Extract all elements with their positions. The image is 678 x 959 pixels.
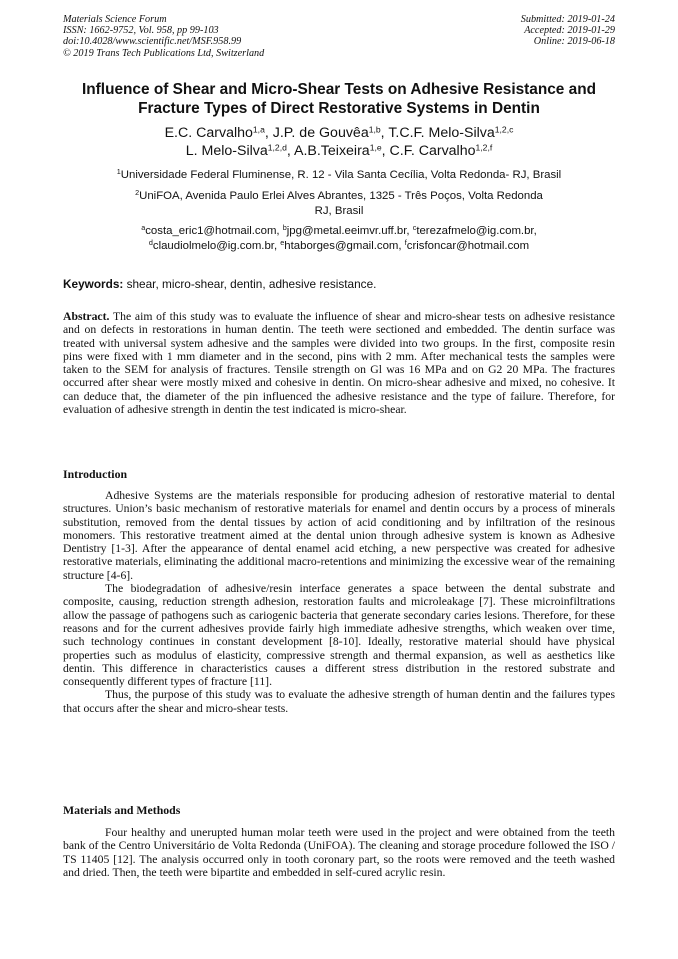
affiliation-1 bbox=[60, 168, 618, 183]
author: E.C. Carvalho bbox=[164, 125, 253, 141]
paragraph: The biodegradation of adhesive/resin interface generates a space between the dental substrate and composite, causing, reduction strength adhesion, restoration faults and microleakage [7]. These microinfiltrations allow the passage of pathogens such as cariogenic bacteria that generate secondary caries lesions. Therefore, for these reasons and for the current adhesives provide fairly high immediate adhesive strengths, which weaken over time, such technology continues in constant development [8-10]. Ideally, restorative material should have physical properties such as modulus of elasticity, compressive strength and thermal expansion, as well as aesthetics like dentin. This difference in characteristics causes a different stress distribution in the restored substrate and consequently different types of fracture [11]. bbox=[63, 582, 615, 689]
email-address[interactable]: crisfoncar@hotmail.com bbox=[406, 240, 530, 253]
author: L. Melo-Silva bbox=[185, 143, 268, 159]
affiliation-text: RJ, Brasil bbox=[314, 204, 364, 217]
methods-body bbox=[63, 826, 615, 879]
author-sep: , bbox=[380, 125, 389, 141]
email-address[interactable]: jpg@metal.eeimvr.uff.br, bbox=[286, 225, 413, 238]
email-sup: d bbox=[148, 238, 153, 248]
abstract-label: Abstract. bbox=[63, 310, 110, 323]
email-address[interactable]: terezafmelo@ig.com.br, bbox=[416, 225, 537, 238]
author: T.C.F. Melo-Silva bbox=[388, 125, 495, 141]
author-affil-sup: 1,2,f bbox=[475, 142, 493, 153]
journal-name: Materials Science Forum bbox=[63, 14, 167, 25]
email-sup: f bbox=[404, 238, 407, 248]
header-left bbox=[63, 14, 264, 59]
paragraph: Adhesive Systems are the materials responsible for producing adhesion of restorative material to dental structures. Union’s basic mechanism of restorative materials for enamel and dentin occurs by a process of minerals substitution, removed from the dental tissues by action of acid conditioning and by infiltration of the resinous monomers. This restorative treatment aimed at the dental union through adhesive system is known as Adhesive Dentistry [1-3]. After the appearance of dental enamel acid etching, a new perspective was created for adhesive restorative materials, eliminating the additional macro-retentions and minimizing the excessive wear of the remaining structure [4-6]. bbox=[63, 489, 615, 582]
author-list bbox=[40, 124, 638, 160]
author-line-2 bbox=[40, 142, 638, 160]
section-heading-introduction: Introduction bbox=[63, 467, 128, 481]
email-sup: c bbox=[412, 223, 417, 233]
title-line-2: Fracture Types of Direct Restorative Systems in Dentin bbox=[138, 99, 540, 117]
affiliation-sup: 1 bbox=[116, 167, 121, 177]
email-sup: a bbox=[141, 223, 146, 233]
abstract-text: The aim of this study was to evaluate the influence of shear and micro-shear tests on adhesive resistance and on defects in restorations in human dentin. The teeth were sectioned and embedded. The dentin surface was treated with universal system adhesive and the samples were divided into two groups. In the first, composite resin pins were fixed with 1 mm diameter and in the second, pins with 2 mm. After mechanical tests the samples were taken to the SEM for analysis of fractures. Tensile strength on Gl was 16 MPa and on G2 20 MPa. The fractures occurred after shear were mostly mixed and cohesive in dentin. On micro-shear adhesive and mixed, no cohesive. It can deduce that, the diameter of the pin influenced the adhesive resistance and the type of failure. Therefore, for evaluation of adhesive strength in dentin the test indicated is micro-shear. bbox=[63, 310, 615, 417]
abstract bbox=[63, 310, 615, 416]
affiliation-2 bbox=[60, 189, 618, 219]
email-address[interactable]: costa_eric1@hotmail.com, bbox=[145, 225, 283, 238]
author-affil-sup: 1,2,c bbox=[494, 124, 514, 135]
author-sep: , bbox=[381, 143, 390, 159]
author-sep: , bbox=[264, 125, 273, 141]
email-list bbox=[60, 224, 618, 254]
author: J.P. de Gouvêa bbox=[272, 125, 369, 141]
paper-title bbox=[40, 81, 638, 118]
section-heading-methods: Materials and Methods bbox=[63, 803, 181, 817]
keywords-text: shear, micro-shear, dentin, adhesive resistance. bbox=[123, 277, 377, 291]
issn: ISSN: 1662-9752, Vol. 958, pp 99-103 bbox=[63, 25, 219, 37]
email-address[interactable]: htaborges@gmail.com, bbox=[284, 240, 405, 253]
paragraph: Thus, the purpose of this study was to evaluate the adhesive strength of human dentin and the failures types that occurs after the shear and micro-shear tests. bbox=[63, 688, 615, 715]
email-sup: b bbox=[282, 223, 287, 233]
author: C.F. Carvalho bbox=[389, 143, 476, 159]
header-right bbox=[521, 14, 615, 48]
author-affil-sup: 1,2,d bbox=[267, 142, 287, 153]
author-affil-sup: 1,a bbox=[252, 124, 265, 135]
title-line-1: Influence of Shear and Micro-Shear Tests on Adhesive Resistance and bbox=[81, 81, 596, 98]
copyright: © 2019 Trans Tech Publications Ltd, Switzerland bbox=[63, 47, 265, 59]
author-line-1 bbox=[40, 124, 638, 142]
author-affil-sup: 1,e bbox=[369, 142, 382, 153]
author-sep: , bbox=[286, 143, 294, 159]
keywords-label: Keywords: bbox=[63, 277, 124, 291]
affiliation-text: Universidade Federal Fluminense, R. 12 - Vila Santa Cecília, Volta Redonda- RJ, Brasil bbox=[120, 169, 562, 181]
email-address[interactable]: claudiolmelo@ig.com.br, bbox=[152, 240, 281, 253]
online-date: Online: 2019-06-18 bbox=[533, 36, 615, 48]
author: A.B.Teixeira bbox=[294, 143, 370, 159]
affiliation-text: UniFOA, Avenida Paulo Erlei Alves Abrantes, 1325 - Três Poços, Volta Redonda bbox=[139, 189, 543, 202]
introduction-body bbox=[63, 489, 615, 715]
keywords bbox=[63, 277, 615, 291]
author-affil-sup: 1,b bbox=[368, 124, 381, 135]
paragraph: Four healthy and unerupted human molar teeth were used in the project and were obtained from the teeth bank of the Centro Universitário de Volta Redonda (UniFOA). The cleaning and storage procedure followed the ISO / TS 11405 [12]. The analysis occurred only in tooth coronary part, so the roots were removed and the teeth washed and dried. Then, the teeth were bipartite and embedded in self-cured acrylic resin. bbox=[63, 826, 615, 879]
email-sup: e bbox=[280, 238, 285, 248]
accepted-date: Accepted: 2019-01-29 bbox=[524, 25, 615, 37]
affiliations bbox=[60, 168, 618, 254]
doi: doi:10.4028/www.scientific.net/MSF.958.99 bbox=[63, 36, 242, 48]
affiliation-sup: 2 bbox=[135, 187, 140, 197]
submitted-date: Submitted: 2019-01-24 bbox=[520, 14, 615, 25]
